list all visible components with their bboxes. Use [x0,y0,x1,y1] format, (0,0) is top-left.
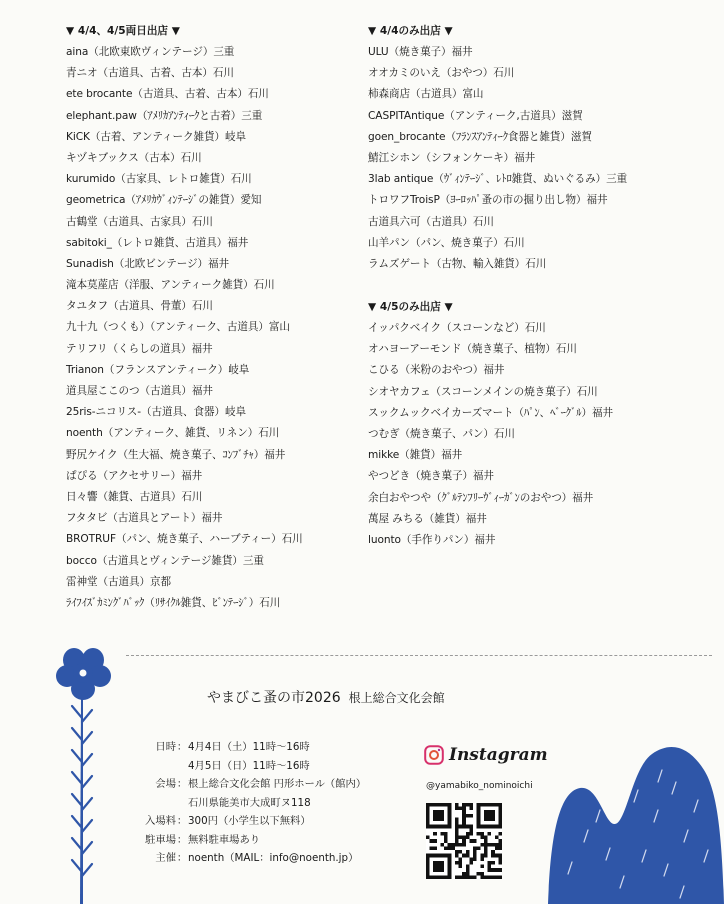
vendor-item: ぱぴる（アクセサリー）福井 [66,469,203,482]
info-label: 日時 [155,741,176,753]
info-row [126,849,366,868]
day2-only-vendor-list [368,318,698,551]
vendor-item: シオヤカフェ（スコーンメインの焼き菓子）石川 [368,385,598,398]
info-row [126,831,366,850]
qr-code[interactable] [426,803,502,879]
vendor-item: スックムックベイカーズマート（ﾊﾟﾝ、ﾍﾞｰｸﾞﾙ）福井 [368,406,613,419]
vendor-item: 萬屋 みちる（雑貨）福井 [368,512,487,525]
vendor-item: 雷神堂（古道具）京都 [66,575,171,588]
info-separator: ： [176,815,188,827]
vendor-item: やつどき（焼き菓子）福井 [368,470,494,483]
vendor-item: noenth（アンティーク、雑貨、リネン）石川 [66,427,280,440]
both-days-heading: ▼ 4/4、4/5両日出店 ▼ [66,25,180,37]
info-value: noenth（MAIL：info@noenth.jp） [188,852,359,864]
info-separator: ： [176,741,188,753]
vendor-item: 古鶴堂（古道具、古家具）石川 [66,215,213,228]
section-divider [126,655,712,656]
vendor-item: ラムズゲート（古物、輸入雑貨）石川 [368,257,547,270]
info-value: 根上総合文化会館 円形ホール（館内） [188,778,367,790]
event-name: やまびこ蚤の市2026 [207,690,341,706]
vendor-item: 余白おやつや（ｸﾞﾙﾃﾝﾌﾘｰｳﾞｨｰｶﾞﾝのおやつ）福井 [368,491,594,504]
vendor-item: kurumido（古家具、レトロ雑貨）石川 [66,173,252,186]
vendor-item: オオカミのいえ（おやつ）石川 [368,67,515,80]
vendor-item: イッパクベイク（スコーンなど）石川 [368,322,546,335]
instagram-logo [424,745,548,765]
event-info-table [126,738,366,868]
info-row [126,812,366,831]
instagram-handle: @yamabiko_nominoichi [426,781,533,791]
vendor-item: つむぎ（焼き菓子、パン）石川 [368,428,515,440]
vendor-item: ULU（焼き菓子）福井 [368,46,473,58]
vendor-item: タユタフ（古道具、骨董）石川 [66,300,213,313]
vendor-item: 山羊パン（パン、焼き菓子）石川 [368,236,525,249]
vendor-item: 3lab antique（ｳﾞｨﾝﾃｰｼﾞ、ﾚﾄﾛ雑貨、ぬいぐるみ）三重 [368,173,628,186]
event-title [207,687,445,707]
info-separator: ： [176,833,188,846]
vendor-item: 九十九（つくも）（アンティーク、古道具）富山 [66,321,290,334]
instagram-wordmark: Instagram [449,745,548,765]
info-label: 会場 [155,778,176,790]
vendor-item: geometrica（ｱﾒﾘｶｳﾞｨﾝﾃｰｼﾞの雑貨）愛知 [66,194,262,207]
vendor-item: 日々響（雑貨、古道具）石川 [66,490,203,503]
both-days-section [66,20,366,614]
vendor-item: goen_brocante（ﾌﾗﾝｽｱﾝﾃｨｰｸ食器と雑貨）滋賀 [368,130,592,143]
vendor-item: トロワフTroisP（ﾖｰﾛｯﾊﾟ蚤の市の掘り出し物）福井 [368,194,608,207]
event-venue: 根上総合文化会館 [348,691,445,705]
vendor-item: KiCK（古着、アンティーク雑貨）岐阜 [66,130,246,143]
vendor-item: mikke（雑貨）福井 [368,449,463,462]
mountain-illustration [548,730,724,904]
vendor-item: 滝本莫蓙店（洋服、アンティーク雑貨）石川 [66,279,275,292]
vendor-item: 青ニオ（古道具、古着、古本）石川 [66,67,234,80]
day2-only-heading: ▼ 4/5のみ出店 ▼ [368,301,453,314]
vendor-item: こひる（米粉のおやつ）福井 [368,364,505,377]
vendor-item: オハヨーアーモンド（焼き菓子、植物）石川 [368,343,577,356]
vendor-item: 鯖江シホン（シフォンケーキ）福井 [368,151,536,164]
info-separator: ： [176,778,188,790]
vendor-item: 柿森商店（古道具）富山 [368,88,484,101]
vendor-item: Sunadish（北欧ビンテージ）福井 [66,257,229,270]
info-value: 無料駐車場あり [188,833,261,846]
vendor-item: 古道具六可（古道具）石川 [368,215,494,228]
vendor-item: 25ris-ニコリス-（古道具、食器）岐阜 [66,406,246,419]
vendor-item: キヅキブックス（古本）石川 [66,151,202,164]
info-value: 300円（小学生以下無料） [188,815,311,827]
info-label [126,794,176,813]
vendor-item: Trianon（フランスアンティーク）岐阜 [66,363,250,376]
info-separator: ： [176,852,188,864]
info-row [126,738,366,757]
info-separator [176,757,188,776]
flower-illustration [52,640,116,904]
info-row [126,794,366,813]
day1-only-vendor-list [368,42,698,275]
info-row [126,757,366,776]
vendor-item: テリフリ（くらしの道具）福井 [66,342,213,355]
vendor-item: luonto（手作りパン）福井 [368,533,496,546]
vendor-item: BROTRUF（パン、焼き菓子、ハーブティー）石川 [66,533,303,546]
single-day-sections [368,20,698,551]
vendor-item: aina（北欧東欧ヴィンテージ）三重 [66,46,235,58]
vendor-item: sabitoki_（レトロ雑貨、古道具）福井 [66,236,249,249]
info-value: 石川県能美市大成町ヌ118 [188,796,311,809]
vendor-item: bocco（古道具とヴィンテージ雑貨）三重 [66,554,264,567]
vendor-item: elephant.paw（ｱﾒﾘｶｱﾝﾃｨｰｸと古着）三重 [66,109,263,122]
info-separator [176,794,188,813]
info-value: 4月4日（土）11時～16時 [188,741,310,753]
vendor-item: 野尻ケイク（生大福、焼き菓子、ｺﾝﾌﾞﾁｬ）福井 [66,448,286,461]
info-value: 4月5日（日）11時～16時 [188,759,310,772]
info-label: 主催 [155,852,176,864]
info-label: 入場料 [145,815,176,827]
info-label [126,757,176,776]
vendor-item: フタタビ（古道具とアート）福井 [66,512,223,525]
info-row [126,775,366,794]
day1-only-heading: ▼ 4/4のみ出店 ▼ [368,25,453,37]
vendor-item: CASPITAntique（アンティーク,古道具）滋賀 [368,109,583,122]
both-days-vendor-list [66,42,366,614]
instagram-icon [424,745,444,765]
vendor-item: 道具屋ここのつ（古道具）福井 [66,385,213,397]
vendor-item: ete brocante（古道具、古着、古本）石川 [66,88,269,101]
vendor-item: ﾗｲﾌｲｽﾞｶﾐﾝｸﾞﾊﾞｯｸ（ﾘｻｲｸﾙ雑貨、ﾋﾞﾝﾃｰｼﾞ）石川 [66,596,281,609]
info-label: 駐車場 [145,833,176,846]
